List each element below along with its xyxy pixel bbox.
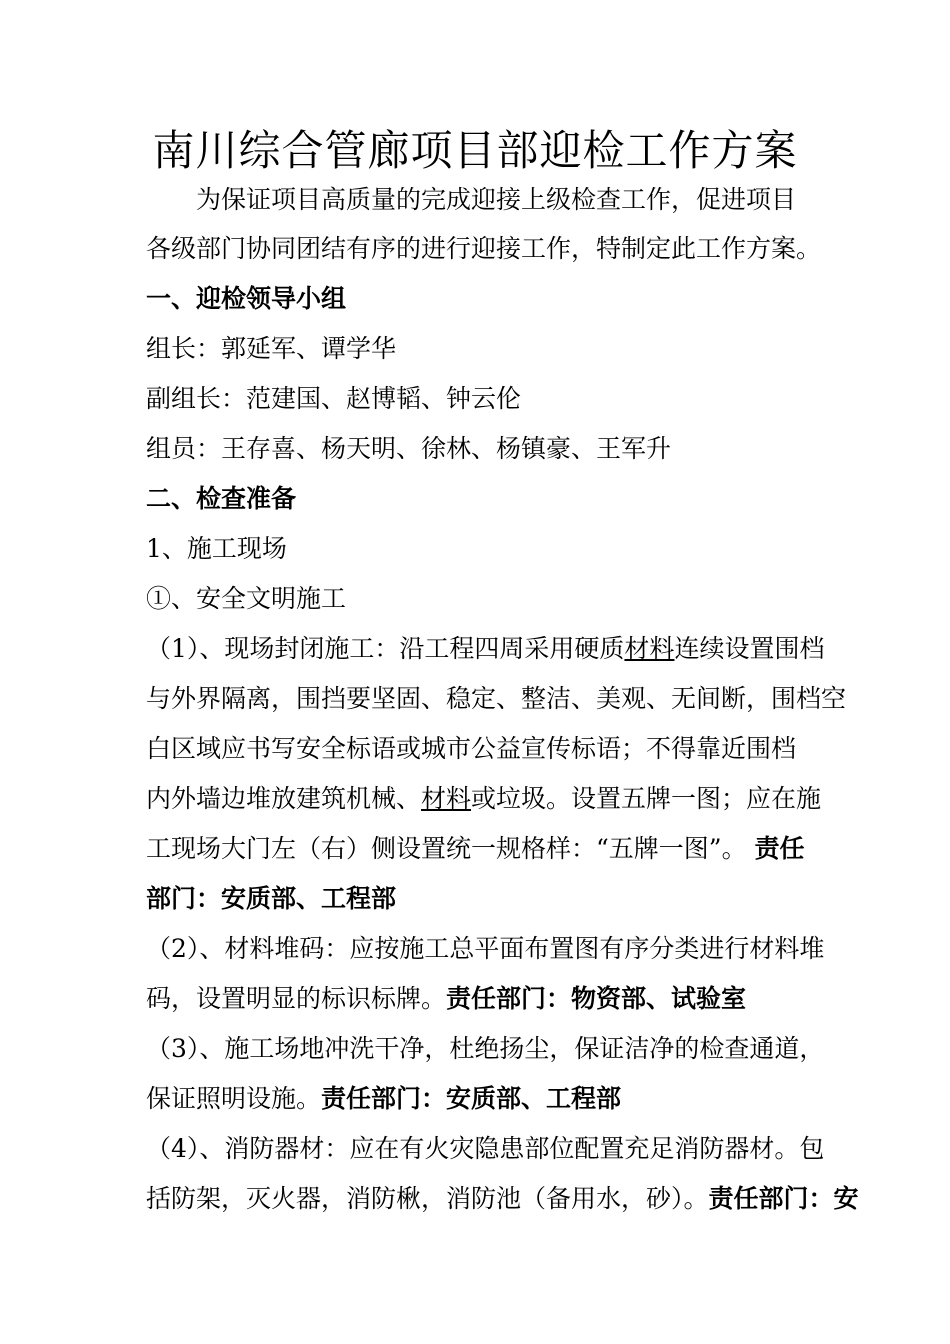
leader-line: 组长：郭延军、谭学华: [146, 334, 397, 363]
item-4-line-2: [146, 1182, 859, 1216]
members-line: 组员：王存喜、杨天明、徐林、杨镇豪、王军升: [146, 434, 672, 463]
item-4-text: 括防架，灭火器，消防楸，消防池（备用水，砂）。: [146, 1184, 709, 1213]
item-1-line-3: 白区域应书写安全标语或城市公益宣传标语；不得靠近围档: [146, 734, 797, 763]
item-1-text-b: 连续设置围档: [674, 634, 825, 663]
item-3-text: 保证照明设施。: [146, 1084, 322, 1113]
item-1-line-5: [146, 832, 805, 866]
item-3-responsible-dept: 责任部门：安质部、工程部: [321, 1084, 622, 1113]
item-1-line-4-text-a: 内外墙边堆放建筑机械、: [146, 784, 422, 813]
item-4-line-1: （4）、消防器材：应在有火灾隐患部位配置充足消防器材。包: [146, 1134, 825, 1163]
item-2-line-1: （2）、材料堆码：应按施工总平面布置图有序分类进行材料堆: [146, 934, 825, 963]
item-3-line-1: （3）、施工场地冲洗干净，杜绝扬尘，保证洁净的检查通道，: [146, 1034, 825, 1063]
item-1-line-2: 与外界隔离，围挡要坚固、稳定、整洁、美观、无间断，围档空: [146, 684, 847, 713]
intro-line-2: 各级部门协同团结有序的进行迎接工作，特制定此工作方案。: [146, 234, 822, 263]
item-4-responsible-dept: 责任部门：安: [708, 1184, 859, 1213]
section-1-heading: 一、迎检领导小组: [146, 284, 347, 313]
subsection-safety-civilized: ①、安全文明施工: [146, 584, 347, 613]
material-link-2[interactable]: 材料: [421, 784, 472, 813]
intro-line-1: 为保证项目高质量的完成迎接上级检查工作，促进项目: [196, 185, 797, 214]
subsection-construction-site: 1、施工现场: [146, 534, 287, 563]
item-1-text-a: （1）、现场封闭施工：沿工程四周采用硬质: [146, 634, 625, 663]
item-1-line-1: [146, 632, 824, 666]
material-link-1[interactable]: 材料: [624, 634, 675, 663]
item-1-line-4: [146, 782, 821, 816]
item-1-responsible-dept: 部门：安质部、工程部: [146, 884, 397, 913]
deputy-leader-line: 副组长：范建国、赵博韬、钟云伦: [146, 384, 522, 413]
item-2-line-2: [146, 982, 746, 1016]
item-1-line-4-text-b: 或垃圾。设置五牌一图；应在施: [471, 784, 822, 813]
item-1-line-5-text: 工现场大门左（右）侧设置统一规格样：“五牌一图”。: [146, 834, 747, 863]
item-3-line-2: [146, 1082, 621, 1116]
item-2-text: 码，设置明显的标识标牌。: [146, 984, 447, 1013]
section-2-heading: 二、检查准备: [146, 484, 297, 513]
item-2-responsible-dept: 责任部门：物资部、试验室: [446, 984, 747, 1013]
document-title: 南川综合管廊项目部迎检工作方案: [152, 126, 798, 175]
responsibility-label: 责任: [754, 834, 805, 863]
